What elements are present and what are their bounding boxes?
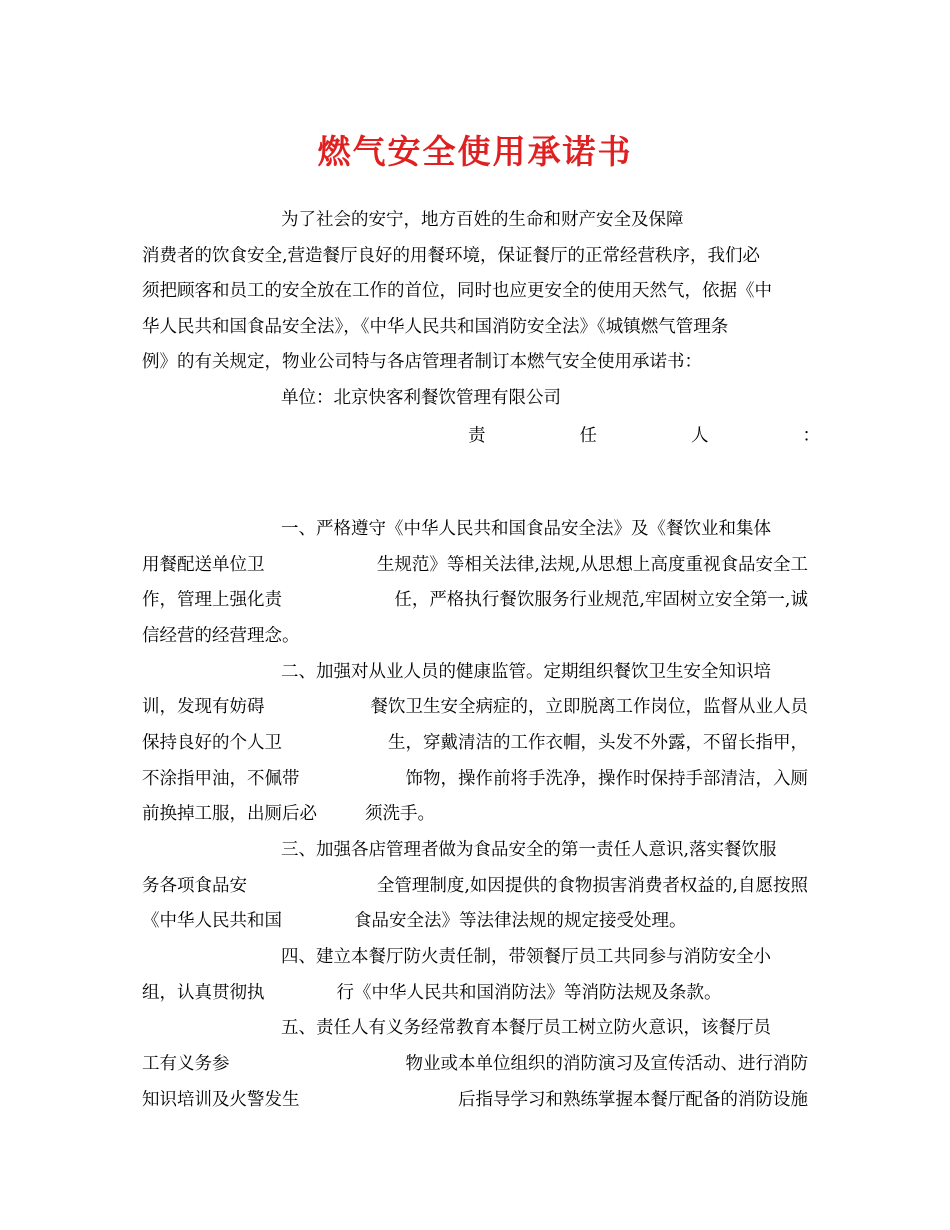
intro-line-1: 为了社会的安宁，地方百姓的生命和财产安全及保障 (281, 210, 684, 230)
clause4-line-2-a: 组，认真贯彻执 (142, 983, 265, 1003)
responsible-char-3: 人 (691, 426, 709, 446)
clause4-line-2-b: 行《中华人民共和国消防法》等消防法规及条款。 (336, 983, 722, 1003)
clause2-line-3-b: 生，穿戴清洁的工作衣帽，头发不外露，不留长指甲， (388, 733, 808, 753)
responsible-person-line (468, 422, 820, 450)
responsible-colon: ： (802, 426, 820, 446)
unit-line: 单位：北京快客利餐饮管理有限公司 (281, 388, 561, 408)
clause3-line-2 (142, 872, 808, 900)
clause2-line-4-a: 不涂指甲油，不佩带 (142, 769, 300, 789)
clause1-line-2-b: 生规范》等相关法律,法规,从思想上高度重视食品安全工 (376, 555, 808, 575)
clause3-line-2-a: 务各项食品安 (142, 876, 247, 896)
intro-line-5: 例》的有关规定，物业公司特与各店管理者制订本燃气安全使用承诺书： (142, 352, 702, 372)
clause5-line-1: 五、责任人有义务经常教育本餐厅员工树立防火意识，该餐厅员 (281, 1018, 771, 1038)
clause1-line-2-a: 用餐配送单位卫 (142, 555, 265, 575)
clause5-line-3-b: 后指导学习和熟练掌握本餐厅配备的消防设施 (458, 1090, 808, 1110)
clause1-line-4: 信经营的经营理念。 (142, 626, 300, 646)
responsible-char-1: 责 (468, 426, 486, 446)
clause4-line-2 (142, 979, 722, 1007)
clause5-line-3-a: 知识培训及火警发生 (142, 1090, 300, 1110)
intro-line-4: 华人民共和国食品安全法》，《中华人民共和国消防安全法》《城镇燃气管理条 (142, 317, 729, 337)
clause5-line-3 (142, 1086, 808, 1114)
clause4-line-1: 四、建立本餐厅防火责任制，带领餐厅员工共同参与消防安全小 (281, 947, 771, 967)
clause2-line-5 (142, 800, 435, 828)
clause2-line-2 (142, 693, 808, 721)
clause3-line-3-b: 食品安全法》等法律法规的规定接受处理。 (354, 911, 687, 931)
clause2-line-4 (142, 765, 808, 793)
intro-line-3: 须把顾客和员工的安全放在工作的首位，同时也应更安全的使用天然气，依据《中 (142, 281, 772, 301)
clause2-line-2-b: 餐饮卫生安全病症的，立即脱离工作岗位，监督从业人员 (370, 697, 808, 717)
clause1-line-3-a: 作，管理上强化责 (142, 590, 282, 610)
clause5-line-2 (142, 1050, 808, 1078)
clause3-line-3 (142, 907, 687, 935)
clause2-line-2-a: 训，发现有妨碍 (142, 697, 265, 717)
clause1-line-3 (142, 586, 808, 614)
intro-line-2: 消费者的饮食安全,营造餐厅良好的用餐环境，保证餐厅的正常经营秩序，我们必 (142, 246, 761, 266)
clause2-line-5-a: 前换掉工服，出厕后必 (142, 804, 317, 824)
clause5-line-2-a: 工有义务参 (142, 1054, 230, 1074)
clause3-line-1: 三、加强各店管理者做为食品安全的第一责任人意识,落实餐饮服 (281, 840, 777, 860)
clause3-line-2-b: 全管理制度,如因提供的食物损害消费者权益的,自愿按照 (376, 876, 808, 896)
clause1-line-3-b: 任，严格执行餐饮服务行业规范,牢固树立安全第一,诚 (394, 590, 808, 610)
clause1-line-1: 一、严格遵守《中华人民共和国食品安全法》及《餐饮业和集体 (281, 519, 771, 539)
clause5-line-2-b: 物业或本单位组织的消防演习及宣传活动、进行消防 (405, 1054, 808, 1074)
clause2-line-3-a: 保持良好的个人卫 (142, 733, 282, 753)
clause2-line-1: 二、加强对从业人员的健康监管。定期组织餐饮卫生安全知识培 (281, 662, 771, 682)
clause3-line-3-a: 《中华人民共和国 (142, 911, 282, 931)
clause2-line-4-b: 饰物，操作前将手洗净，操作时保持手部清洁，入厕 (405, 769, 808, 789)
document-title: 燃气安全使用承诺书 (317, 132, 633, 171)
responsible-char-2: 任 (579, 426, 597, 446)
clause1-line-2 (142, 551, 808, 579)
clause2-line-5-b: 须洗手。 (365, 804, 435, 824)
clause2-line-3 (142, 729, 808, 757)
